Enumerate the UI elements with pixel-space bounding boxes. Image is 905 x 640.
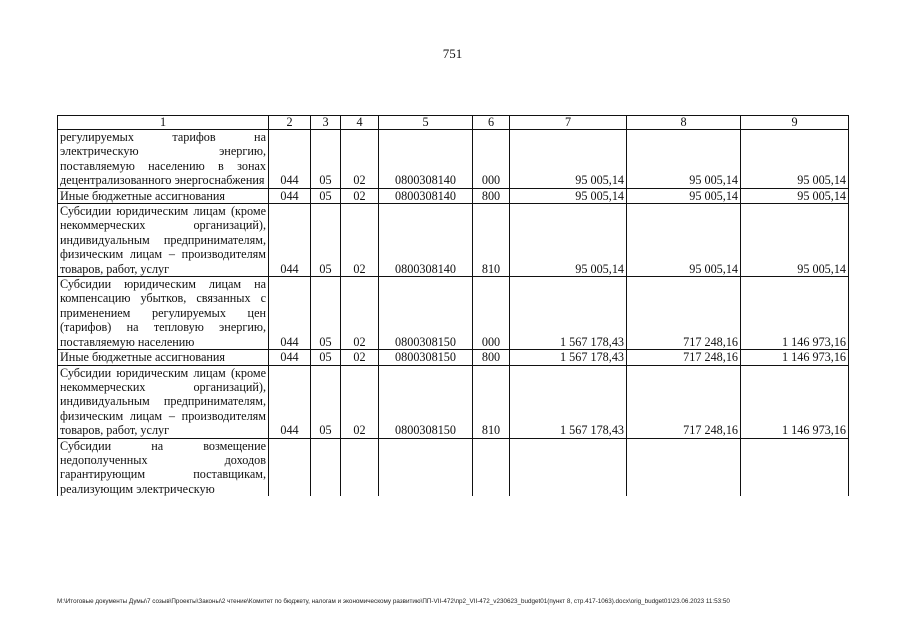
row-description: Субсидии на возмещение недополученных доходов гарантирующим поставщикам, реализующим электрическую — [58, 438, 269, 496]
cell-section — [311, 438, 341, 496]
cell-amount-8: 717 248,16 — [627, 277, 741, 350]
cell-expense-type: 810 — [473, 204, 510, 277]
cell-expense-type: 800 — [473, 350, 510, 365]
cell-subsection: 02 — [341, 204, 379, 277]
cell-subsection — [341, 438, 379, 496]
cell-section: 05 — [311, 350, 341, 365]
table-row — [58, 204, 849, 277]
row-description: Субсидии юридическим лицам (кроме некоммерческих организаций), индивидуальным предпринимателям, физическим лицам – производителям товаров, работ, услуг — [58, 365, 269, 438]
cell-subsection: 02 — [341, 365, 379, 438]
cell-expense-type: 800 — [473, 188, 510, 203]
cell-target-article: 0800308150 — [379, 277, 473, 350]
cell-section: 05 — [311, 204, 341, 277]
cell-amount-7: 95 005,14 — [510, 130, 627, 189]
row-description: Субсидии юридическим лицам (кроме некоммерческих организаций), индивидуальным предпринимателям, физическим лицам – производителям товаров, работ, услуг — [58, 204, 269, 277]
cell-ministry: 044 — [269, 130, 311, 189]
page-number: 751 — [442, 46, 463, 61]
cell-ministry: 044 — [269, 188, 311, 203]
column-header: 8 — [627, 116, 741, 130]
cell-amount-8: 95 005,14 — [627, 204, 741, 277]
cell-subsection: 02 — [341, 130, 379, 189]
cell-amount-9 — [741, 438, 849, 496]
table-row — [58, 350, 849, 365]
cell-section: 05 — [311, 277, 341, 350]
cell-section: 05 — [311, 365, 341, 438]
table-row — [58, 365, 849, 438]
cell-amount-8 — [627, 438, 741, 496]
cell-expense-type: 000 — [473, 130, 510, 189]
cell-expense-type — [473, 438, 510, 496]
cell-ministry: 044 — [269, 365, 311, 438]
row-description: Иные бюджетные ассигнования — [58, 188, 269, 203]
cell-ministry: 044 — [269, 277, 311, 350]
cell-target-article: 0800308140 — [379, 188, 473, 203]
cell-amount-9: 1 146 973,16 — [741, 277, 849, 350]
cell-amount-7 — [510, 438, 627, 496]
cell-expense-type: 000 — [473, 277, 510, 350]
column-header: 1 — [58, 116, 269, 130]
cell-target-article: 0800308150 — [379, 350, 473, 365]
cell-target-article: 0800308150 — [379, 365, 473, 438]
cell-amount-9: 95 005,14 — [741, 204, 849, 277]
cell-amount-7: 95 005,14 — [510, 204, 627, 277]
column-header: 6 — [473, 116, 510, 130]
column-header: 7 — [510, 116, 627, 130]
cell-subsection: 02 — [341, 188, 379, 203]
document-path-footer: M:\Итоговые документы Думы\7 созыв\Проекты\Законы\2 чтение\Комитет по бюджету, налогам и экономическому развитию\ПП-VII-472\пр2_VII-472_v230623_budget01(пункт 8, стр.417-1063).docx\orig_budget01\23.06.2023 11:53:50 — [57, 598, 730, 605]
cell-amount-8: 717 248,16 — [627, 350, 741, 365]
cell-subsection: 02 — [341, 350, 379, 365]
cell-amount-7: 1 567 178,43 — [510, 365, 627, 438]
cell-target-article: 0800308140 — [379, 204, 473, 277]
cell-expense-type: 810 — [473, 365, 510, 438]
cell-ministry — [269, 438, 311, 496]
column-header: 3 — [311, 116, 341, 130]
column-header: 9 — [741, 116, 849, 130]
cell-amount-9: 1 146 973,16 — [741, 350, 849, 365]
cell-section: 05 — [311, 188, 341, 203]
budget-table — [57, 115, 849, 496]
cell-ministry: 044 — [269, 350, 311, 365]
row-description: Субсидии юридическим лицам на компенсацию убытков, связанных с применением регулируемых цен (тарифов) на тепловую энергию, поставляемую населению — [58, 277, 269, 350]
cell-amount-8: 95 005,14 — [627, 130, 741, 189]
row-description: Иные бюджетные ассигнования — [58, 350, 269, 365]
table-row — [58, 130, 849, 189]
table-row — [58, 277, 849, 350]
cell-amount-7: 1 567 178,43 — [510, 350, 627, 365]
cell-section: 05 — [311, 130, 341, 189]
cell-amount-9: 1 146 973,16 — [741, 365, 849, 438]
cell-amount-8: 95 005,14 — [627, 188, 741, 203]
cell-target-article — [379, 438, 473, 496]
column-header: 4 — [341, 116, 379, 130]
cell-amount-7: 1 567 178,43 — [510, 277, 627, 350]
row-description: регулируемых тарифов на электрическую энергию, поставляемую населению в зонах децентрализованного энергоснабжения — [58, 130, 269, 189]
cell-amount-7: 95 005,14 — [510, 188, 627, 203]
cell-target-article: 0800308140 — [379, 130, 473, 189]
cell-amount-9: 95 005,14 — [741, 130, 849, 189]
cell-amount-9: 95 005,14 — [741, 188, 849, 203]
table-row — [58, 188, 849, 203]
cell-ministry: 044 — [269, 204, 311, 277]
column-header: 5 — [379, 116, 473, 130]
table-header-row — [58, 116, 849, 130]
column-header: 2 — [269, 116, 311, 130]
cell-subsection: 02 — [341, 277, 379, 350]
table-row — [58, 438, 849, 496]
cell-amount-8: 717 248,16 — [627, 365, 741, 438]
